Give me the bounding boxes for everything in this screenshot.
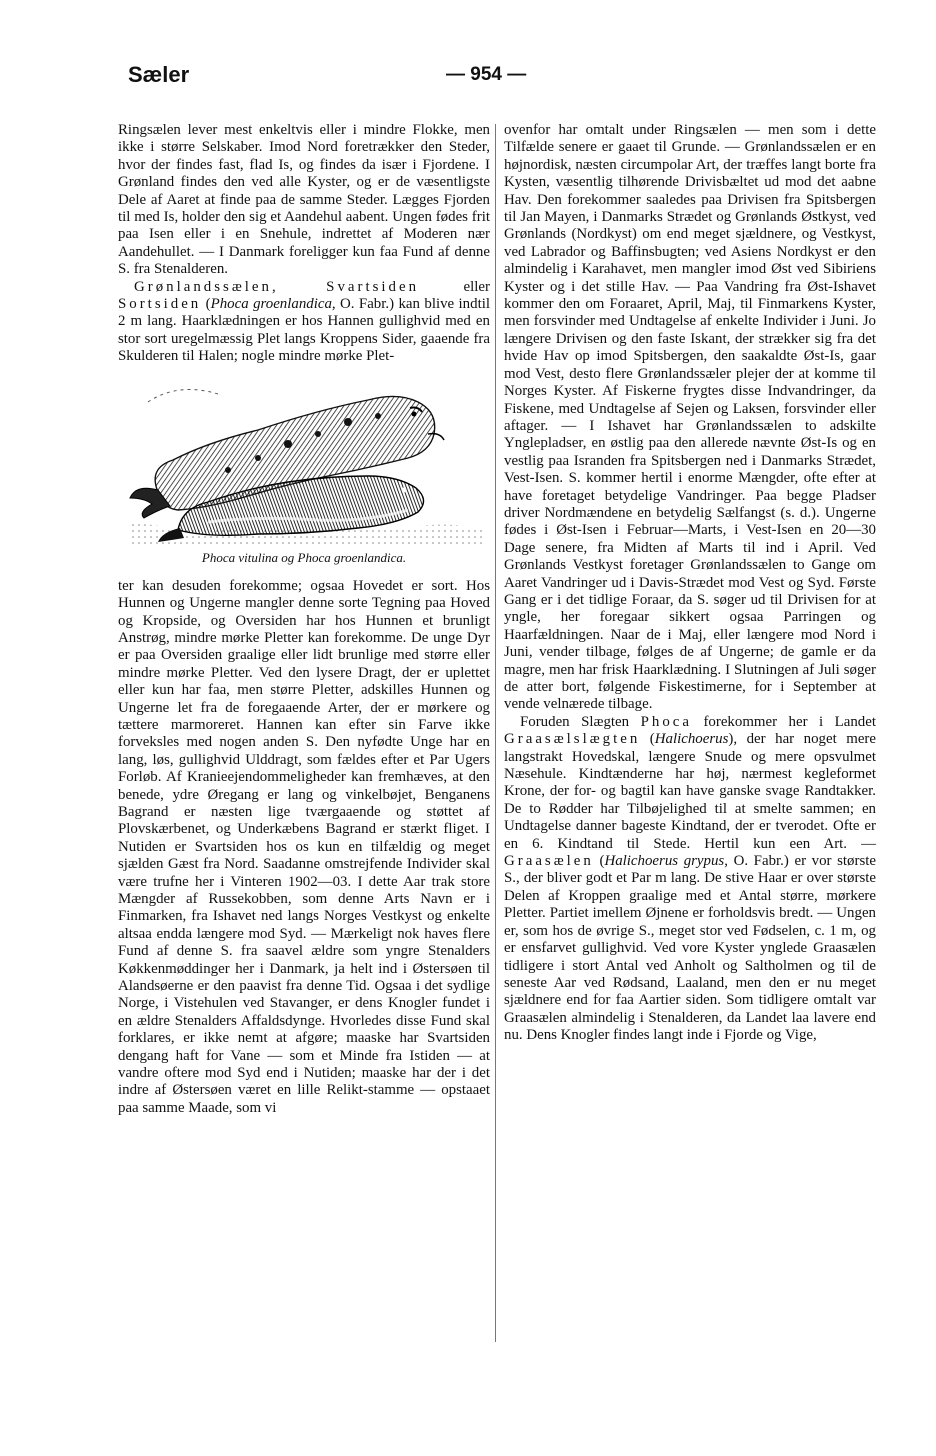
figure-caption: Phoca vitulina og Phoca groenlandica. bbox=[201, 549, 407, 565]
latin-name-halichoerus-grypus: Halichoerus grypus bbox=[604, 853, 725, 870]
seal-illustration bbox=[118, 372, 490, 548]
genus-graasael: Graasælslægten bbox=[504, 731, 641, 748]
right-paragraph-1: ovenfor har omtalt under Ringsælen — men som i dette Tilfælde senere er gaaet til Grunde. — Grønlandssælen er en højnordisk, næsten circumpolar Art, der træffes langt borte fra Kysten, væsentlig tilhørende Drivisbæltet ud mod det aabne Hav. Den forekommer saaledes paa Drivisen fra Spitsbergen til Jan Mayen, i Danmarks Strædet og Grønlands Østkyst, ved Grønlands (Nordkyst) om end meget sjældnere, og Vestkyst, ved Labrador og Baffinsbugten; ved Asiens Nordkyst er den almindelig i Karahavet, men mangler imod Øst ved Sibiriens Kyster og i det stille Hav. — Paa Vandring fra Øst-Ishavet kommer den om Foraaret, April, Maj, til Finmarkens Kyster, men forsvinder med Undtagelse af enkelte Individer i Juni. Jo længere Drivisen og den faste Iskant, der strækker sig fra det hvide Hav op imod Spitsbergen, den saakaldte Øst-Is, gaar mod Vest, desto flere Grønlandssæler plejer der at komme til Norges Kyster. Af Fiskerne frygtes disse Indvandringer, da Fiskene, med Undtagelse af Sejen og Laksen, forsvinder eller aftager. — I Ishavet har Grønlandssælen to adskilte Ynglepladser, en østlig paa den allerede nævnte Øst-Is og en vestlig paa Isranden fra Spitsbergen ned i Danmarks Strædet, Vest-Isen. S. kommer hertil i enorme Mængder, ofte efter at have foretaget betydelige Vandringer. Paa begge Pladser driver Nordmændene en betydelig Sælfangst (s. d.). Ungerne fødes i Øst-Isen i Februar—Marts, i Vest-Isen en 20—30 Dage senere, fra Midten af Marts til ind i April. Ved Grønlands Vestkyst foretager Grønlandssælen to Gange om Aaret Vandringer ud i Davis-Strædet mod Vest og Syd. Første Gang er i det tidlige Foraar, da S. søger ud til Drivisen for at yngle, her foregaar sikkert ogsaa Parringen og Haarfældningen. Naar de i Maj, eller længere mod Nord i Juni, vender tilbage, følges de af Ungerne; de gamle er da magre, men har frisk Haarklædning. I Slutningen af Juli søger de atter bort, følgende Fiskestimerne, for i September at vende velnærede tilbage. bbox=[504, 122, 876, 713]
genus-phoca: Phoca bbox=[640, 713, 692, 730]
page-number: — 954 — bbox=[446, 64, 527, 85]
left-paragraph-2: Grønlandssælen, Svartsiden eller Sortsiden (Phoca groenlandica, O. Fabr.) kan blive indtil 2 m lang. Haarklædningen er hos Hannen gullighvid med en stor sort uregelmæssig Plet langs Kroppens Sider, gaaende fra Skulderen til Halen; nogle mindre mørke Plet- bbox=[118, 278, 490, 365]
left-paragraph-3: ter kan desuden forekomme; ogsaa Hovedet er sort. Hos Hunnen og Ungerne mangler denne sorte Tegning paa Hoved og Kropside, og Oversiden har hos Hunnen et brunligt Anstrøg, mindre mørke Pletter kan forekomme. De unge Dyr er paa Oversiden graalige eller lidt brunlige med større eller mindre mørke Pletter. Ved den lysere Dragt, der er uplettet eller kun har faa, men større Pletter, adskilles Hunnen og Ungerne let fra de foregaaende Arter, der er mørkere og tættere marmoreret. Hannen kan efter sin Farve ikke forveksles med nogen anden S. Den nyfødte Unge har en lang, løs, gullighvid Ulddragt, som fældes efter et Par Ugers Forløb. Af Kranieejendommeligheder kan fremhæves, at den benede, ydre Øregang er lang og vinkelbøjet, Benganens Bagrand er næsten lige tværgaaende og støttet af Plovskærbenet, og Underkæbens Bagrand er stærkt fliget. I Nutiden er Svartsiden hos os kun en tilfældig og meget sjælden Gæst fra Nord. Saadanne omstrejfende Individer skal være trufne her i Vinteren 1902—03. I dette Aar trak store Mængder af Russekobben, som denne Arts Navn er i Finmarken, fra Ishavet ned langs Norges Vestkyst og enkelte altsaa endda længere mod Syd. — Mærkeligt nok haves flere Fund af denne S. fra saavel ældre som yngre Stenalders Køkkenmøddinger her i Danmark, ja helt ind i Østersøen til Alandsøerne er den paavist fra denne Tid. Ogsaa i det sydlige Norge, i Vistehulen ved Stavanger, er dens Knogler fundet i en ældre Stenalders Affaldsdynge. Hvorledes disse Fund skal forklares, er ikke nemt at afgøre; maaske har Svartsiden dengang haft for Vane — som et Minde fra Istiden — at vandre oftere mod Syd end i Nutiden; maaske har der i det indre af Østersøen været en lille Relikt-stamme — opstaaet paa samme Maade, som vi bbox=[118, 577, 490, 1116]
left-paragraph-1: Ringsælen lever mest enkeltvis eller i mindre Flokke, men ikke i større Selskaber. Imod Nord foretrækker den Steder, hvor der findes fast, flad Is, og findes da især i Fjordene. I Grønland findes den ved alle Kyster, og er de væsentligste Dele af Aaret at finde paa de samme Steder. Lægges Fjorden til med Is, holder den sig et Aandehul aabent. Ungen fødes frit paa Isen eller i en Snehule, indrettet af Moderen nær Aandehullet. — I Danmark foreligger kun faa Fund af denne S. fra Stenalderen. bbox=[118, 122, 490, 278]
latin-name-halichoerus: Halichoerus bbox=[654, 731, 729, 748]
right-column bbox=[504, 122, 876, 1045]
right-paragraph-2: Foruden Slægten Phoca forekommer her i Landet Graasælslægten (Halichoerus), der har noget mere langstrakt Hovedskal, længere Snude og mere opsvulmet Næsehule. Kindtænderne har høj, nærmest kegleformet Krone, der for- og bagtil kan have ganske svage Randtakker. De to Rødder har Tilbøjelighed til at smelte sammen; en Undtagelse danner bageste Kindtand, der er tverodet. Ofte er en 6. Kindtand til Stede. Hertil kun een Art. — Graasælen (Halichoerus grypus, O. Fabr.) er vor største S., der bliver godt et Par m lang. De stive Haar er over største Delen af Kroppen graalige med et Antal større, mørkere Pletter. Partiet imellem Øjnene er forholdsvis bredt. — Ungen er, som hos de øvrige S., meget stor ved Fødselen, c. 1 m, og er ensfarvet gullighvid. Ved vore Kyster ynglede Graasælen tidligere i stort Antal ved Anholt og Saltholmen og til de seneste Aar ved Rødsand, Laaland, men den er nu meget sjældnere end for faa Aartier siden. Som tidligere omtalt var Graasælen almindelig i Stenalderen, da Landet laa lavere end nu. Dens Knogler findes langt inde i Fjorde og Vige, bbox=[504, 713, 877, 1044]
species-name-graasaelen: Graasælen bbox=[504, 853, 594, 870]
left-column bbox=[118, 122, 490, 1117]
species-name-sortsiden: Sortsiden bbox=[118, 296, 202, 313]
species-name-groenlandssaelen: Grønlandssælen, Svartsiden bbox=[134, 278, 420, 295]
running-header bbox=[128, 62, 876, 98]
column-divider bbox=[495, 124, 496, 1342]
latin-name: Phoca groenlandica bbox=[210, 296, 332, 313]
header-title: Sæler bbox=[128, 62, 190, 87]
seal-engraving bbox=[118, 372, 490, 548]
